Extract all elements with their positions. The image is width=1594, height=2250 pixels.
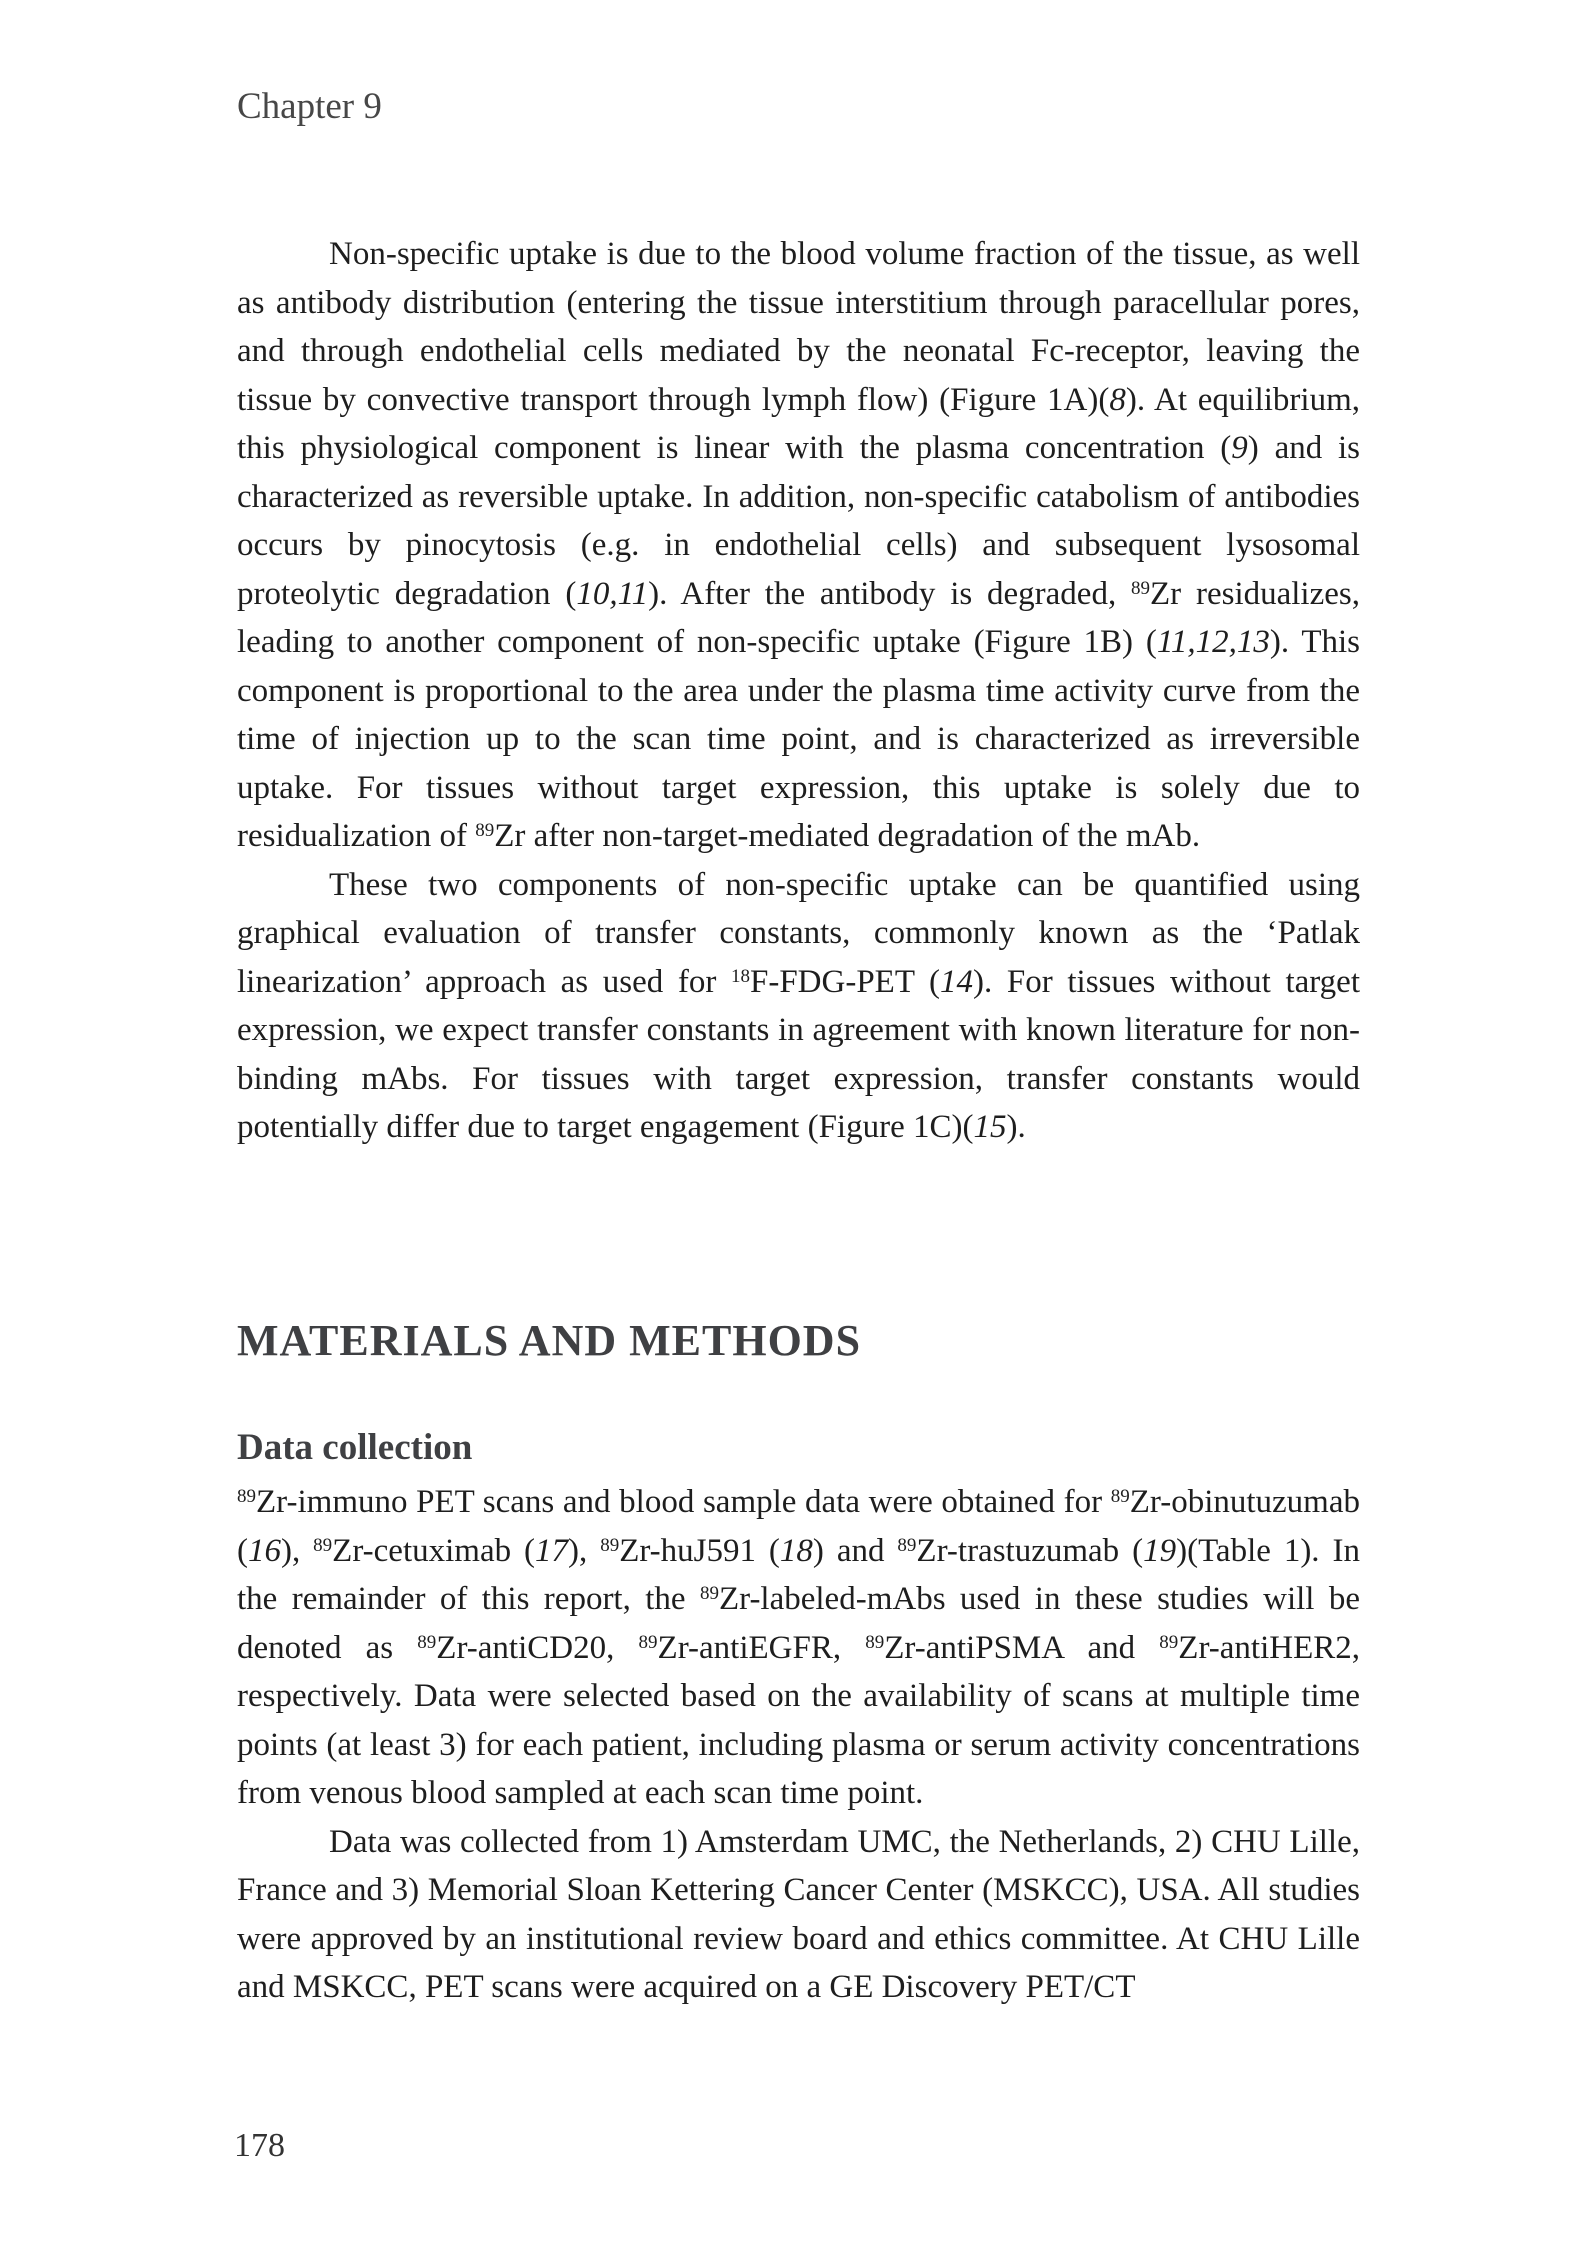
section-heading-materials-and-methods: MATERIALS AND METHODS <box>237 1316 862 1365</box>
paragraph: These two components of non-specific uptake can be quantified using graphical evaluation of transfer constants, commonly known as the ‘Patlak linearization’ approach as used for $^{18}$F-FDG-PET (14). For tissues without target expression, we expect transfer constants in agreement with known literature for non-binding mAbs. For tissues with target expression, transfer constants would potentially differ due to target engagement (Figure 1C)(15). <box>237 866 1360 1145</box>
subsection-heading-data-collection: Data collection <box>237 1427 473 1468</box>
paragraph: $^{89}$Zr-immuno PET scans and blood sample data were obtained for $^{89}$Zr-obinutuzumab (16), $^{89}$Zr-cetuximab (17), $^{89}$Zr-huJ591 (18) and $^{89}$Zr-trastuzumab (19)(Table 1). In the remainder of this report, the $^{89}$Zr-labeled-mAbs used in these studies will be denoted as $^{89}$Zr-antiCD20, $^{89}$Zr-antiEGFR, $^{89}$Zr-antiPSMA and $^{89}$Zr-antiHER2, respectively. Data were selected based on the availability of scans at multiple time points (at least 3) for each patient, including plasma or serum activity concentrations from venous blood sampled at each scan time point. <box>237 1484 1360 1811</box>
body-text-block-data-collection <box>237 1478 1360 2012</box>
body-text-block-intro <box>237 230 1360 1152</box>
running-header: Chapter 9 <box>237 86 382 127</box>
paragraph: Non-specific uptake is due to the blood volume fraction of the tissue, as well as antibody distribution (entering the tissue interstitium through paracellular pores, and through endothelial cells mediated by the neonatal Fc-receptor, leaving the tissue by convective transport through lymph flow) (Figure 1A)(8). At equilibrium, this physiological component is linear with the plasma concentration (9) and is characterized as reversible uptake. In addition, non-specific catabolism of antibodies occurs by pinocytosis (e.g. in endothelial cells) and subsequent lysosomal proteolytic degradation (10,11). After the antibody is degraded, $^{89}$Zr residualizes, leading to another component of non-specific uptake (Figure 1B) (11,12,13). This component is proportional to the area under the plasma time activity curve from the time of injection up to the scan time point, and is characterized as irreversible uptake. For tissues without target expression, this uptake is solely due to residualization of $^{89}$Zr after non-target-mediated degradation of the mAb. <box>237 236 1361 854</box>
paragraph: Data was collected from 1) Amsterdam UMC, the Netherlands, 2) CHU Lille, France and 3) Memorial Sloan Kettering Cancer Center (MSKCC), USA. All studies were approved by an institutional review board and ethics committee. At CHU Lille and MSKCC, PET scans were acquired on a GE Discovery PET/CT <box>237 1823 1360 2005</box>
page-number: 178 <box>234 2127 285 2164</box>
